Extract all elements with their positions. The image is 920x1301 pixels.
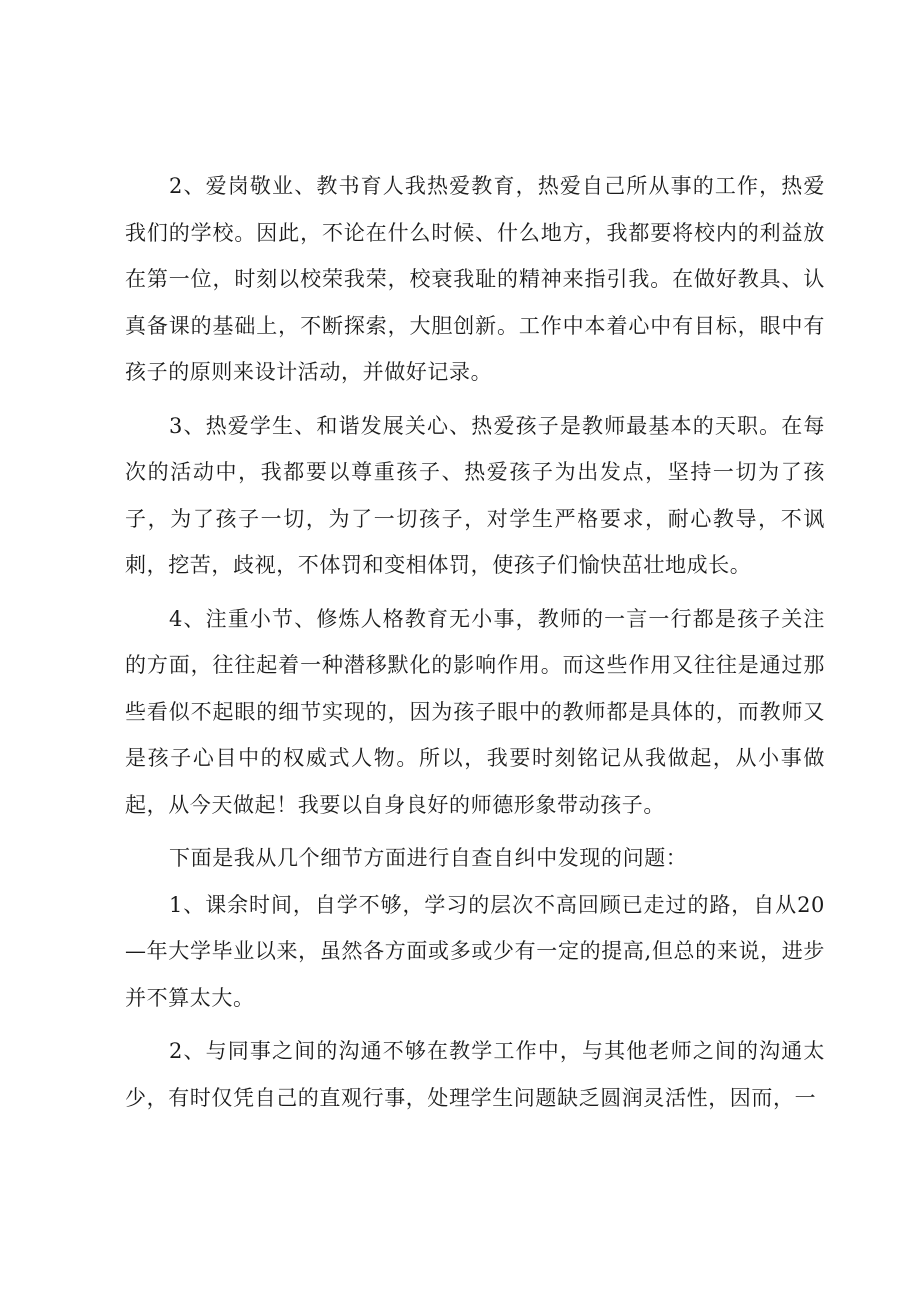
paragraph-details: 4、注重小节、修炼人格教育无小事，教师的一言一行都是孩子关注的方面，往往起着一种潜移默化的影响作用。而这些作用又往往是通过那些看似不起眼的细节实现的，因为孩子眼中的教师都是具体的，而教师又是孩子心目中的权威式人物。所以，我要时刻铭记从我做起，从小事做起，从今天做起！我要以自身良好的师德形象带动孩子。	[125, 606, 825, 817]
document-body	[125, 163, 825, 1128]
paragraph-problem-1: 1、课余时间，自学不够，学习的层次不高回顾已走过的路，自从20—年大学毕业以来，虽然各方面或多或少有一定的提高,但总的来说，进步并不算太大。	[125, 892, 825, 1010]
paragraph-problem-2: 2、与同事之间的沟通不够在教学工作中，与其他老师之间的沟通太少，有时仅凭自己的直观行事，处理学生问题缺乏圆润灵活性，因而，一	[125, 1039, 825, 1110]
paragraph-problems-intro: 下面是我从几个细节方面进行自查自纠中发现的问题：	[169, 846, 688, 870]
paragraph-love-job: 2、爱岗敬业、教书育人我热爱教育，热爱自己所从事的工作，热爱我们的学校。因此，不论在什么时候、什么地方，我都要将校内的利益放在第一位，时刻以校荣我荣，校衰我耻的精神来指引我。在做好教具、认真备课的基础上，不断探索，大胆创新。工作中本着心中有目标，眼中有孩子的原则来设计活动，并做好记录。	[125, 174, 825, 384]
paragraph-love-students: 3、热爱学生、和谐发展关心、热爱孩子是教师最基本的天职。在每次的活动中，我都要以尊重孩子、热爱孩子为出发点，坚持一切为了孩子，为了孩子一切，为了一切孩子，对学生严格要求，耐心教导，不讽刺，挖苦，歧视，不体罚和变相体罚，使孩子们愉快茁壮地成长。	[125, 413, 825, 577]
